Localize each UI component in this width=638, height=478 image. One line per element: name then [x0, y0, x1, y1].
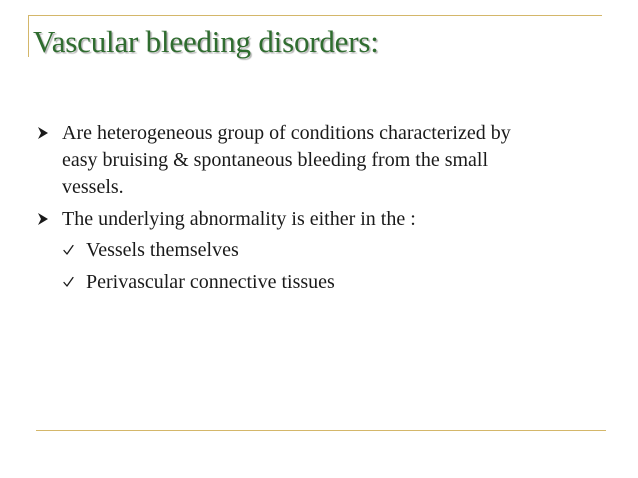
bullet-text: Are heterogeneous group of conditions characterized by easy bruising & spontaneous bleeding from the small vessels. [62, 122, 511, 198]
bottom-rule [36, 430, 606, 431]
sub-bullet-text: Perivascular connective tissues [86, 271, 335, 293]
arrowhead-bullet-icon [36, 207, 50, 231]
bullet-item [36, 120, 516, 201]
sub-bullet-text: Vessels themselves [86, 239, 239, 261]
sub-bullet-item [62, 237, 516, 264]
sub-bullet-list [62, 237, 516, 296]
checkmark-icon [62, 272, 74, 292]
checkmark-icon [62, 240, 74, 260]
sub-bullet-item [62, 269, 516, 296]
left-rule [28, 15, 29, 57]
bullet-list [36, 120, 516, 301]
bullet-item [36, 206, 516, 296]
bullet-text: The underlying abnormality is either in the : [62, 208, 416, 230]
arrowhead-bullet-icon [36, 121, 50, 145]
slide-title: Vascular bleeding disorders: [33, 24, 379, 59]
top-rule [28, 15, 602, 16]
